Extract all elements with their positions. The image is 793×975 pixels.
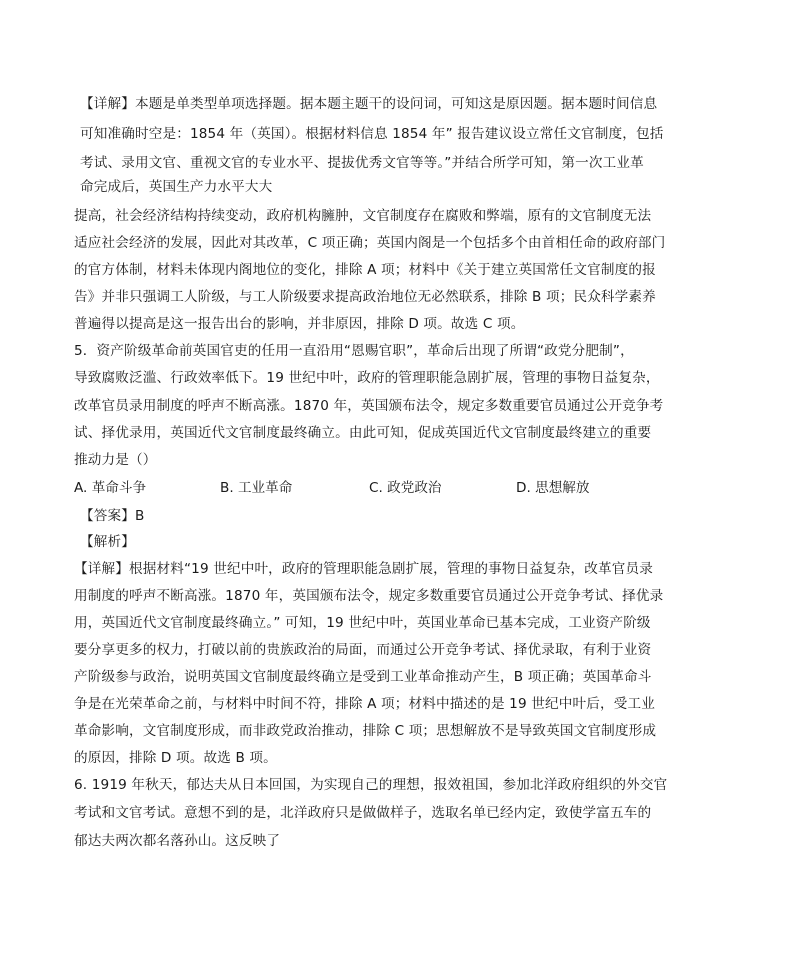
detail-line: 【详解】根据材料“19 世纪中叶，政府的管理职能急剧扩展，管理的事物日益复杂，改革官员录 (74, 561, 654, 577)
question-5-line: 改革官员录用制度的呼声不断高涨。1870 年，英国颁布法令，规定多数重要官员通过公开竞争考 (74, 398, 664, 414)
question-5-line: 导致腐败泛滥、行政效率低下。19 世纪中叶，政府的管理职能急剧扩展，管理的事物日益复杂， (74, 370, 660, 386)
detail-line: 的官方体制，材料未体现内阁地位的变化，排除 A 项；材料中《关于建立英国常任文官制度的报 (74, 262, 656, 278)
detail-line: 提高，社会经济结构持续变动，政府机构臃肿，文官制度存在腐败和弊端，原有的文官制度无法 (74, 208, 652, 224)
detail-line: 用，英国近代文官制度最终确立。” 可知，19 世纪中叶，英国业革命已基本完成，工业资产阶级 (74, 615, 651, 631)
question-5-line: 试、择优录用，英国近代文官制度最终确立。由此可知，促成英国近代文官制度最终建立的重要 (74, 425, 652, 441)
detail-line: 适应社会经济的发展，因此对其改革，C 项正确；英国内阁是一个包括多个由首相任命的政府部门 (74, 235, 666, 251)
option-a: A. 革命斗争 (74, 480, 147, 496)
detail-line: 普遍得以提高是这一报告出台的影响，并非原因，排除 D 项。故选 C 项。 (74, 316, 525, 332)
answer-label: 【答案】B (80, 508, 145, 524)
detail-line: 产阶级参与政治，说明英国文官制度最终确立是受到工业革命推动产生，B 项正确；英国革命斗 (74, 669, 652, 685)
question-5-line: 5．资产阶级革命前英国官吏的任用一直沿用“恩赐官职”，革命后出现了所谓“政党分肥制”， (74, 343, 634, 359)
analysis-label: 【解析】 (80, 534, 135, 550)
detail-line: 要分享更多的权力，打破以前的贵族政治的局面，而通过公开竞争考试、择优录取，有利于业资 (74, 642, 652, 658)
detail-line: 【详解】本题是单类型单项选择题。据本题主题干的设问词，可知这是原因题。据本题时间信息 (80, 96, 658, 112)
detail-line: 可知准确时空是：1854 年（英国）。根据材料信息 1854 年” 报告建议设立常任文官制度，包括 (80, 126, 664, 142)
detail-line: 考试、录用文官、重视文官的专业水平、提拔优秀文官等等。”并结合所学可知，第一次工业革 (80, 155, 644, 171)
detail-line: 告》并非只强调工人阶级，与工人阶级要求提高政治地位无必然联系，排除 B 项；民众科学素养 (74, 289, 656, 305)
question-6-line: 6. 1919 年秋天，郁达夫从日本回国，为实现自己的理想，报效祖国，参加北洋政府组织的外交官 (74, 777, 668, 793)
question-6-line: 考试和文官考试。意想不到的是，北洋政府只是做做样子，选取名单已经内定，致使学富五车的 (74, 805, 652, 821)
option-c: C. 政党政治 (369, 480, 442, 496)
detail-line: 命完成后，英国生产力水平大大 (80, 179, 273, 195)
question-5-options (74, 478, 714, 498)
question-6-line: 郁达夫两次都名落孙山。这反映了 (74, 833, 281, 849)
detail-line: 争是在光荣革命之前，与材料中时间不符，排除 A 项；材料中描述的是 19 世纪中叶后，受工业 (74, 696, 655, 712)
option-b: B. 工业革命 (220, 480, 293, 496)
option-d: D. 思想解放 (516, 480, 590, 496)
detail-line: 革命影响，文官制度形成，而非政党政治推动，排除 C 项；思想解放不是导致英国文官制度形成 (74, 723, 657, 739)
detail-line: 用制度的呼声不断高涨。1870 年，英国颁布法令，规定多数重要官员通过公开竞争考试、择优录 (74, 588, 664, 604)
detail-line: 的原因，排除 D 项。故选 B 项。 (74, 750, 277, 766)
question-5-line: 推动力是（） (74, 452, 157, 468)
